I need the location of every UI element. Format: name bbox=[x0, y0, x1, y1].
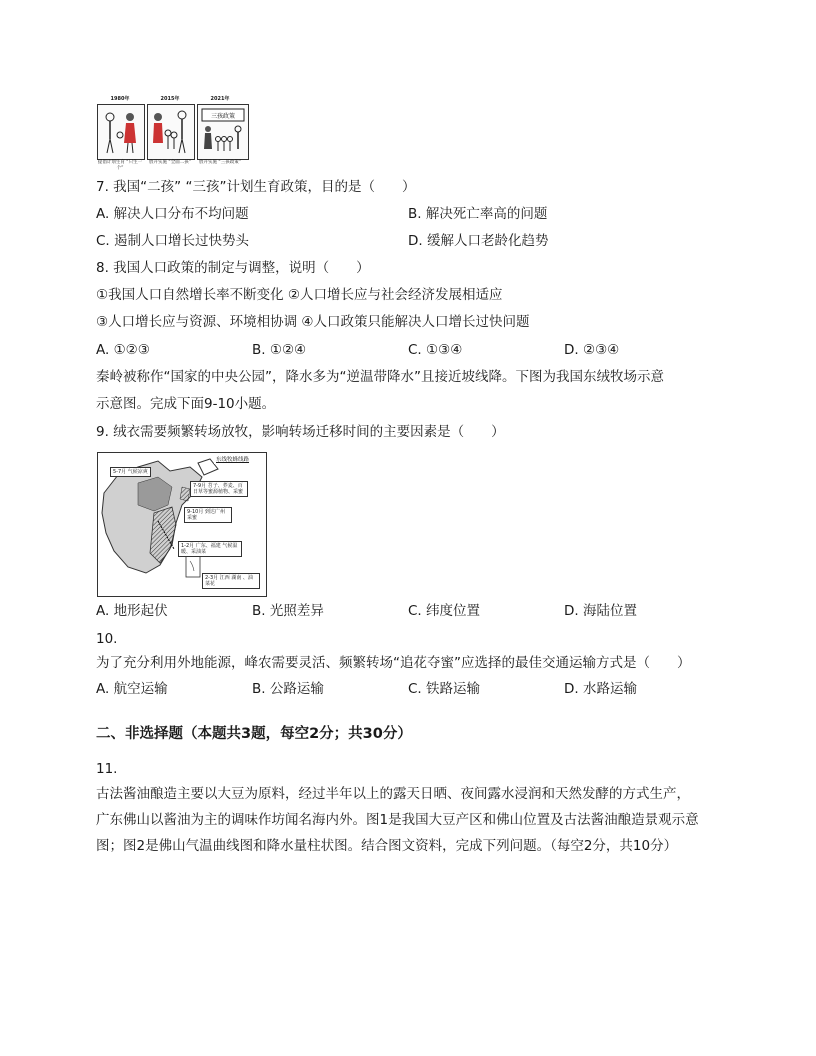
q8-statements-2: ③人口增长应与资源、环境相协调 ④人口政策只能解决人口增长过快问题 bbox=[96, 314, 530, 330]
q10-stem: 为了充分利用外地能源，峰农需要灵活、频繁转场“追花夺蜜”应选择的最佳交通运输方式是（ ） bbox=[96, 655, 691, 671]
map-label-2-3: 2-3月 江西 湖南 、油菜花 bbox=[202, 573, 260, 589]
q11-text-line3: 图；图2是佛山气温曲线图和降水量柱状图。结合图文资料，完成下列问题。（每空2分，共10分） bbox=[96, 838, 678, 854]
map-label-1-2: 1-2月 广东、福建 气候温暖、采油菜 bbox=[178, 541, 242, 557]
q11-text-line2: 广东佛山以酱油为主的调味作坊闻名海内外。图1是我国大豆产区和佛山位置及古法酱油酿造景观示意 bbox=[96, 812, 699, 828]
q7-option-d[interactable]: D. 缓解人口老龄化趋势 bbox=[408, 233, 549, 249]
q8-option-b[interactable]: B. ①②④ bbox=[252, 342, 307, 358]
q9-stem: 9. 绒衣需要频繁转场放牧，影响转场迁移时间的主要因素是（ ） bbox=[96, 424, 505, 440]
panel-caption-2015: 放开实施 “全面二孩” bbox=[148, 160, 192, 165]
policy-sign: 三孩政策 bbox=[210, 113, 236, 120]
q10-option-b[interactable]: B. 公路运输 bbox=[252, 681, 324, 697]
panel-year-2021: 2021年 bbox=[210, 96, 230, 102]
section-2-title: 二、非选择题（本题共3题，每空2分；共30分） bbox=[96, 726, 412, 742]
q10-option-c[interactable]: C. 铁路运输 bbox=[408, 681, 481, 697]
map-label-9-10: 9-10月 到达广州 采蜜 bbox=[184, 507, 232, 523]
passage-9-10-line1: 秦岭被称作“国家的中央公园”，降水多为“逆温带降水”且接近坡线降。下图为我国东绒牧场示意 bbox=[96, 369, 664, 385]
family-three-children-illustration bbox=[198, 105, 248, 159]
q9-option-c[interactable]: C. 纬度位置 bbox=[408, 603, 481, 619]
q8-option-a[interactable]: A. ①②③ bbox=[96, 342, 150, 358]
panel-caption-2021: 放开实施 “三孩政策” bbox=[198, 160, 242, 165]
q9-option-b[interactable]: B. 光照差异 bbox=[252, 603, 324, 619]
q11-number: 11. bbox=[96, 761, 118, 777]
family-one-child-illustration bbox=[98, 105, 144, 159]
cartoon-panel-2021 bbox=[197, 104, 249, 160]
q11-text-line1: 古法酱油酿造主要以大豆为原料，经过半年以上的露天日晒、夜间露水浸润和天然发酵的方式生产， bbox=[96, 786, 690, 802]
map-label-7-9: 7-9月 苕子、荞麦、百日草等蜜源植物、采蜜 bbox=[190, 481, 248, 497]
q10-number: 10. bbox=[96, 631, 118, 647]
beekeeping-route-map bbox=[97, 452, 267, 597]
q8-option-c[interactable]: C. ①③④ bbox=[408, 342, 463, 358]
q10-option-a[interactable]: A. 航空运输 bbox=[96, 681, 168, 697]
q7-option-a[interactable]: A. 解决人口分布不均问题 bbox=[96, 206, 249, 222]
q10-option-d[interactable]: D. 水路运输 bbox=[564, 681, 637, 697]
q7-option-b[interactable]: B. 解决死亡率高的问题 bbox=[408, 206, 548, 222]
panel-year-1980: 1980年 bbox=[110, 96, 130, 102]
q7-stem: 7. 我国“二孩” “三孩”计划生育政策，目的是（ ） bbox=[96, 179, 416, 195]
map-legend: 东线牧蜂线路 bbox=[216, 457, 250, 463]
q9-option-a[interactable]: A. 地形起伏 bbox=[96, 603, 168, 619]
family-two-children-illustration bbox=[148, 105, 194, 159]
q7-option-c[interactable]: C. 遏制人口增长过快势头 bbox=[96, 233, 250, 249]
q9-option-d[interactable]: D. 海陆位置 bbox=[564, 603, 637, 619]
cartoon-panel-1980 bbox=[97, 104, 145, 160]
q8-option-d[interactable]: D. ②③④ bbox=[564, 342, 620, 358]
cartoon-panel-2015 bbox=[147, 104, 195, 160]
q8-stem: 8. 我国人口政策的制定与调整，说明（ ） bbox=[96, 260, 370, 276]
panel-year-2015: 2015年 bbox=[160, 96, 180, 102]
passage-9-10-line2: 示意图。完成下面9-10小题。 bbox=[96, 396, 276, 412]
map-label-5-7: 5-7月 气候凉爽 bbox=[110, 467, 151, 477]
q8-statements-1: ①我国人口自然增长率不断变化 ②人口增长应与社会经济发展相适应 bbox=[96, 287, 503, 303]
panel-caption-1980: 提倡计划生育 “只生一个” bbox=[97, 160, 143, 171]
